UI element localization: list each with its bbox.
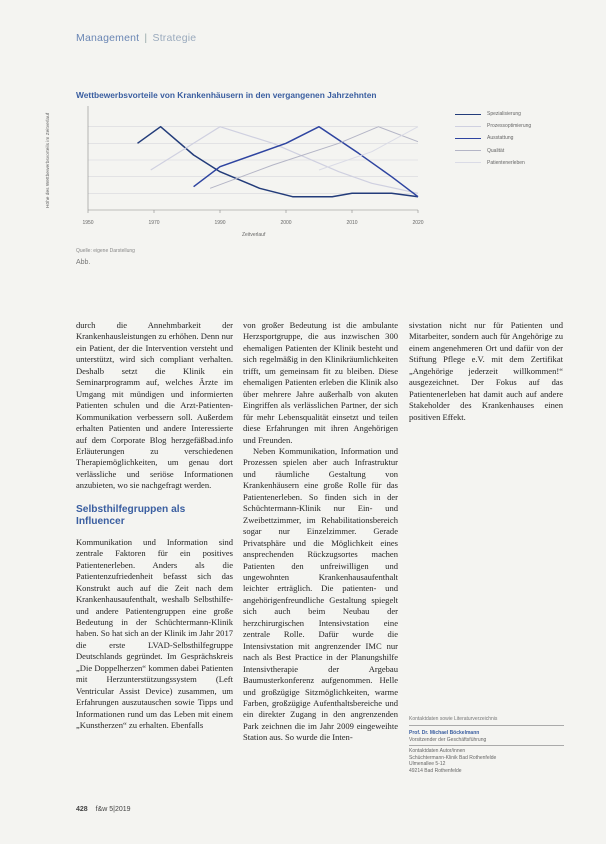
paragraph: sivstation nicht nur für Patienten und Mitarbeiter, sondern auch für Angehörige zu einem angenehmeren Ort und dafür von der Stiftung Pflege e.V. mit dem Zertifikat „Angehörige jederzeit willkommen!“ ausgezeichnet. Der Fokus auf das Patientenerleben hat damit auch auf andere Stakeholder des Krankenhauses einen positiven Effekt. [409, 320, 563, 422]
paragraph: von großer Bedeutung ist die ambulante Herzsportgruppe, die aus inzwischen 300 ehemaligen Patienten der Klinik besteht und sich regelmäßig in den Klinikräumlichkeiten trifft, um gemeinsam fit zu bleiben. Diese ehemaligen Patienten erleben die Klinik also über mehrere Jahre außerhalb von akuten Eingriffen als verlässlichen Partner, der sich für mehr Lebensqualität einsetzt und teilen diese Erfahrungen mit ihren Angehörigen und Freunden. [243, 320, 398, 445]
contact-line: Ulmenallee 5-12 [409, 761, 446, 768]
legend-label: Spezialisierung [487, 111, 521, 118]
chart-series-line-qualität [210, 127, 418, 189]
legend-swatch [455, 126, 481, 127]
legend-label: Patientenerleben [487, 159, 525, 166]
page-footer [76, 806, 131, 813]
section-title: Management [76, 32, 140, 44]
article-column-1 [76, 320, 233, 732]
legend-swatch [455, 150, 481, 151]
legend-label: Ausstattung [487, 135, 514, 142]
chart-x-tick-label: 1950 [82, 220, 94, 226]
chart-y-axis-label: Höhe des Wettbewerbsvorteils im Zeitverlauf [46, 112, 51, 208]
subheading: Selbsthilfegruppen als Influencer [76, 503, 186, 528]
legend-item [455, 145, 531, 157]
legend-item [455, 108, 531, 120]
legend-swatch [455, 162, 481, 163]
article-column-2 [243, 320, 398, 744]
issue-label: f&w 5|2019 [95, 806, 131, 813]
subsection-title: Strategie [152, 32, 197, 44]
chart-x-tick-label: 2000 [280, 220, 292, 226]
contact-line: 49214 Bad Rothenfelde [409, 767, 462, 774]
chart-x-axis-label: Zeitverlauf [242, 232, 266, 238]
chart-x-tick-label: 2020 [412, 220, 424, 226]
chart-title: Wettbewerbsvorteile von Krankenhäusern in den vergangenen Jahrzehnten [76, 90, 377, 100]
legend-item [455, 132, 531, 144]
legend-label: Qualität [487, 147, 505, 154]
paragraph: Neben Kommunikation, Information und Prozessen spielen aber auch Infrastruktur und räumliche Gestaltung von Krankenhäusern eine große Rolle für das Patientenerleben. So finden sich in der Schüchtermann-Klinik nur Ein- und Zweibettzimmer, im Rehabilitationsbereich sogar nur Einzelzimmer. Gerade Privatsphäre und die Möglichkeit eines ansprechenden Rückzugsortes machen Patienten den unfreiwilligen und ungewohnten Krankenhausaufenthalt leichter erträglich. Die patienten- und angehörigenfreundliche Gestaltung spiegelt sich auch beim Neubau der herzchirurgischen Intensivstation eine zentrale Rolle. Dafür wurde die Intensivstation mit angrenzender IMC nur nach als Best Practice in der Planungshilfe Intensivtherapie der Argebau Baumusterkonferenz aufgenommen. Helle und großzügige Sitzmöglichkeiten, warme Farben, großzügige Aufenthaltsbereiche und ein direkter Zugang in den angrenzenden Park zeichnen die im Jahr 2009 eingeweihte Station aus. So wurde die Inten- [243, 445, 398, 743]
header-separator: | [144, 32, 148, 44]
legend-label: Prozessoptimierung [487, 123, 532, 130]
chart-series-line-spezialisierung [138, 127, 419, 197]
contact-line: Schüchtermann-Klinik Bad Rothenfelde [409, 754, 497, 761]
article-column-3 [409, 320, 563, 423]
author-name: Prof. Dr. Michael Böckelmann [409, 730, 480, 736]
chart-x-tick-label: 1970 [148, 220, 160, 226]
chart-legend [455, 108, 531, 169]
figure-label: Abb. [76, 259, 91, 266]
contact-label: Kontaktdaten Autor/innen [409, 748, 466, 755]
legend-item [455, 120, 531, 132]
author-box [409, 730, 564, 775]
chart-source: Quelle: eigene Darstellung [76, 248, 135, 254]
page-number: 428 [76, 806, 88, 813]
paragraph: Kommunikation und Information sind zentrale Faktoren für ein positives Patientenerleben. Anders als die Patientenzufriedenheit befasst sich das Konstrukt auch auf die Zeit nach dem Krankenhausaufenthalt, weshalb Selbsthilfe- und andere Patientengruppen eine große Bedeutung in der Schüchtermann-Klinik haben. So hat sich an der Klinik im Jahr 2017 die erste LVAD-Selbsthilfegruppe Deutschlands gegründet. Im Gesprächskreis „Die Doppelherzen“ kommen dabei Patienten mit Herzunterstützungssystem (Left Ventricular Assist Device) zusammen, um Erfahrungen auszutauschen sowie Tipps und Informationen rund um das Leben mit einem „Kunstherzen“ zu erhalten. Ebenfalls [76, 536, 233, 731]
paragraph: durch die Annehmbarkeit der Krankenhausleistungen zu erhöhen. Denn nur ein Patient, der die Intervention versteht und unterstützt, wird sich compliant verhalten. Deshalb setzt die Klinik ein Seminarprogramm auf, welches Ärzte im Umgang mit mündigen und informierten Patienten schulen und die Arzt-Patienten-Kommunikation verbessern soll. Außerdem erhalten Patienten und andere Interessierte auf dem Corporate Blog herzgefäßbad.info Erläuterungen zu verschiedenen Therapiemöglichkeiten, um genau dort verlässliche und seriöse Informationen anzubieten, wo sie nachgefragt werden. [76, 320, 233, 491]
legend-swatch [455, 114, 481, 115]
divider [409, 745, 564, 746]
chart-x-tick-label: 2010 [346, 220, 358, 226]
chart-series-line-patientenerleben [319, 127, 418, 170]
chart-x-tick-label: 1990 [214, 220, 226, 226]
legend-item [455, 157, 531, 169]
info-caption: Kontaktdaten sowie Literaturverzeichnis [409, 716, 564, 726]
legend-swatch [455, 138, 481, 139]
author-role: Vorsitzender der Geschäftsführung [409, 736, 487, 743]
